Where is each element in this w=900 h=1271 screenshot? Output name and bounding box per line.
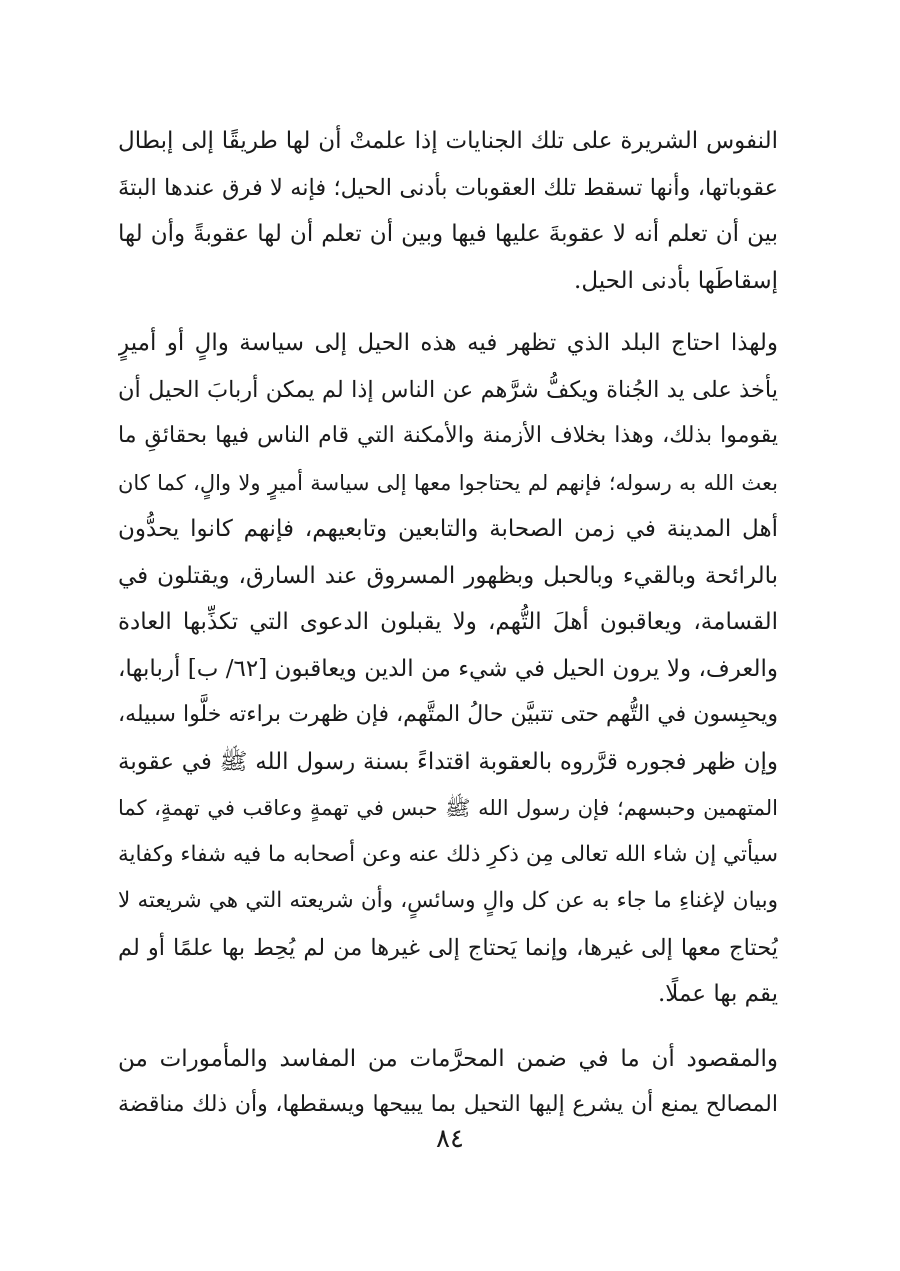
paragraph-2 [118, 320, 778, 1018]
paragraph-3 [118, 1036, 778, 1129]
text-line: المصالح يمنع أن يشرع إليها التحيل بما يبيحها ويسقطها، وأن ذلك مناقضة [118, 1092, 778, 1117]
text-line: بالرائحة وبالقيء وبالحبل وبظهور المسروق عند السارق، ويقتلون في [118, 562, 778, 589]
text-line: يقوموا بذلك، وهذا بخلاف الأزمنة والأمكنة التي قام الناس فيها بحقائقِ ما [118, 423, 778, 448]
text-line: وإن ظهر فجوره قرَّروه بالعقوبة اقتداءً بسنة رسول الله ﷺ في عقوبة [118, 748, 778, 775]
text-line: يُحتاج معها إلى غيرها، وإنما يَحتاج إلى غيرها من لم يُحِط بها علمًا أو لم [118, 934, 778, 961]
text-line: والمقصود أن ما في ضمن المحرَّمات من المفاسد والمأمورات من [118, 1045, 778, 1072]
paragraph-1 [118, 118, 778, 304]
text-line: إسقاطَها بأدنى الحيل. [574, 267, 778, 294]
text-line: يقم بها عملًا. [657, 981, 778, 1007]
text-line: وبيان لإغناءِ ما جاء به عن كل والٍ وسائسٍ، وأن شريعته التي هي شريعته لا [118, 888, 778, 913]
text-line: ولهذا احتاج البلد الذي تظهر فيه هذه الحيل إلى سياسة والٍ أو أميرٍ [118, 330, 778, 356]
text-line: القسامة، ويعاقبون أهلَ التُّهم، ولا يقبلون الدعوى التي تكذِّبها العادة [118, 609, 778, 635]
text-line: المتهمين وحبسهم؛ فإن رسول الله ﷺ حبس في تهمةٍ وعاقب في تهمةٍ، كما [118, 796, 778, 820]
text-line: النفوس الشريرة على تلك الجنايات إذا علمتْ أن لها طريقًا إلى إبطال [118, 128, 778, 154]
text-line: بعث الله به رسوله؛ فإنهم لم يحتاجوا معها إلى سياسة أميرٍ ولا والٍ، كما كان [118, 470, 778, 495]
text-line: والعرف، ولا يرون الحيل في شيء من الدين ويعاقبون [٦٢/ ب] أربابها، [118, 655, 778, 682]
text-line: أهل المدينة في زمن الصحابة والتابعين وتابعيهم، فإنهم كانوا يحدُّون [118, 516, 778, 542]
page-number: ٨٤ [436, 1124, 464, 1154]
text-line: يأخذ على يد الجُناة ويكفُّ شرَّهم عن الناس إذا لم يمكن أربابَ الحيل أن [118, 376, 778, 403]
text-line: سيأتي إن شاء الله تعالى مِن ذكرِ ذلك عنه وعن أصحابه ما فيه شفاء وكفاية [118, 841, 778, 867]
text-line: ويحبِسون في التُّهم حتى تتبيَّن حالُ المتَّهم، فإن ظهرت براءته خلَّوا سبيله، [118, 702, 778, 727]
page-body [118, 118, 778, 1129]
text-line: بين أن تعلم أنه لا عقوبةَ عليها فيها وبين أن تعلم أن لها عقوبةً وأن لها [118, 221, 778, 247]
text-line: عقوباتها، وأنها تسقط تلك العقوبات بأدنى الحيل؛ فإنه لا فرق عندها البتةَ [118, 174, 778, 201]
